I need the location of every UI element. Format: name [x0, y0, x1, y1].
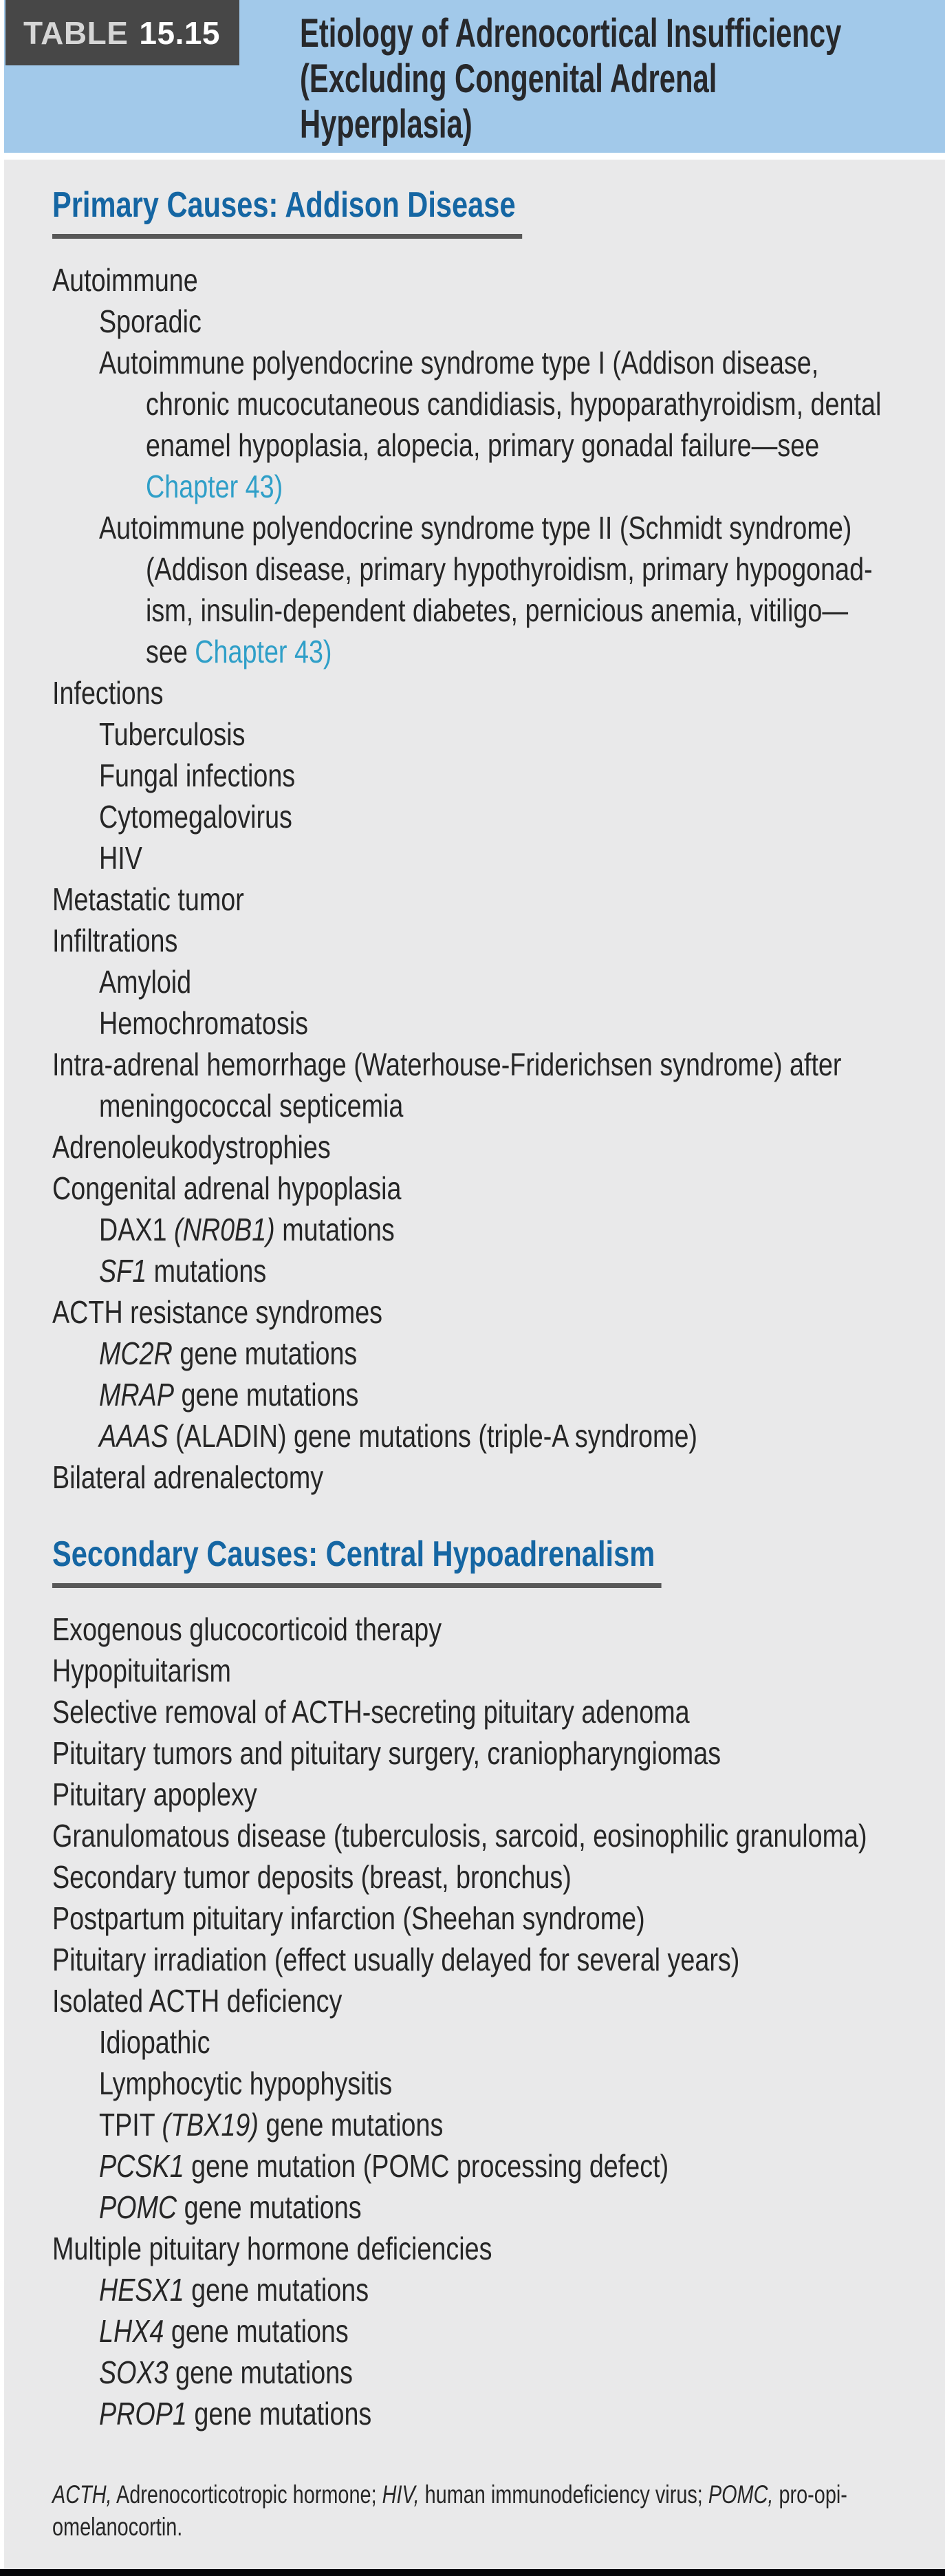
list-item-text	[99, 2269, 369, 2310]
list-item-text	[52, 1291, 382, 1333]
list-item-text	[52, 1980, 342, 2021]
list-item-text	[99, 961, 191, 1002]
text-run: Autoimmune	[52, 262, 198, 298]
text-run: Autoimmune polyendocrine syndrome type II (Schmidt syndrome)	[99, 510, 852, 546]
list-item-text	[52, 1457, 323, 1498]
list-item	[52, 2352, 945, 2393]
list-item-text	[99, 796, 292, 837]
list-item-text	[52, 1732, 721, 1774]
list-item	[52, 2228, 945, 2269]
text-run: gene mutations	[172, 1335, 358, 1371]
list-item	[52, 1939, 945, 1980]
text-run: Isolated ACTH deficiency	[52, 1983, 343, 2019]
list-item	[52, 796, 945, 837]
text-run: Infiltrations	[52, 923, 178, 958]
list-item	[52, 1168, 945, 1209]
text-run: gene mutations	[258, 2107, 444, 2143]
list-item	[52, 2104, 945, 2145]
table-header	[4, 0, 945, 153]
list-item	[52, 1856, 945, 1898]
list-item	[52, 1815, 945, 1856]
gene-name-italic: (TBX19)	[162, 2107, 259, 2143]
list-item	[52, 755, 945, 796]
list-item	[52, 342, 945, 383]
text-run: meningococcal septicemia	[99, 1088, 404, 1124]
list-item-text	[52, 1898, 645, 1939]
list-item	[52, 1374, 945, 1415]
text-run: Hemochromatosis	[99, 1005, 308, 1041]
text-run: gene mutations	[168, 2354, 354, 2390]
list-item-text	[99, 2310, 349, 2352]
text-run: human immunodeficiency virus;	[419, 2480, 708, 2509]
list-item-text	[99, 2021, 210, 2063]
text-run: (ALADIN) gene mutations (triple-A syndrome)	[168, 1418, 698, 1454]
list-item-text	[146, 590, 848, 631]
list-item-text	[52, 1774, 257, 1815]
list-item	[52, 2269, 945, 2310]
list-item	[52, 2511, 945, 2543]
list-item-text	[146, 466, 283, 507]
text-run: Postpartum pituitary infarction (Sheehan syndrome)	[52, 1900, 645, 1936]
text-run: gene mutations	[173, 1377, 359, 1413]
table-title-line: Etiology of Adrenocortical Insufficiency	[300, 11, 842, 56]
text-run: Tuberculosis	[99, 716, 246, 752]
list-item	[52, 631, 945, 672]
text-run: Fungal infections	[99, 758, 296, 793]
list-item	[52, 425, 945, 466]
section-heading-wrap	[52, 184, 766, 239]
list-item	[52, 2021, 945, 2063]
list-item	[52, 2145, 945, 2187]
section-heading: Secondary Causes: Central Hypoadrenalism	[52, 1534, 662, 1588]
gene-name-italic: POMC	[99, 2189, 177, 2225]
section-heading-wrap	[52, 1534, 766, 1588]
text-run: HIV	[99, 840, 142, 876]
list-item	[52, 920, 945, 961]
text-run: Pituitary tumors and pituitary surgery, craniopharyngiomas	[52, 1735, 721, 1771]
list-item-text	[99, 713, 245, 755]
list-item-text	[52, 1650, 231, 1691]
list-item	[52, 1126, 945, 1168]
list-item-text	[99, 2145, 669, 2187]
list-item-text	[52, 1126, 331, 1168]
text-run: Bilateral adrenalectomy	[52, 1459, 324, 1495]
text-run: TPIT	[99, 2107, 162, 2143]
list-item	[52, 1291, 945, 1333]
list-item	[52, 301, 945, 342]
gene-name-italic: POMC,	[708, 2480, 774, 2509]
list-item	[52, 383, 945, 425]
list-item	[52, 590, 945, 631]
list-item	[52, 507, 945, 548]
gene-name-italic: PCSK1	[99, 2148, 184, 2184]
list-item-text	[52, 1609, 442, 1650]
list-item	[52, 713, 945, 755]
list-item	[52, 2063, 945, 2104]
list-item-text	[99, 1002, 308, 1044]
text-run: ism, insulin-dependent diabetes, pernicious anemia, vitiligo—	[146, 592, 849, 628]
text-run: Adrenoleukodystrophies	[52, 1129, 331, 1165]
text-run: Pituitary irradiation (effect usually delayed for several years)	[52, 1942, 740, 1977]
list-item	[52, 1691, 945, 1732]
gene-name-italic: (NR0B1)	[174, 1212, 275, 1247]
list-item	[52, 1898, 945, 1939]
text-run: gene mutations	[186, 2396, 372, 2432]
table-title-line: Hyperplasia)	[300, 102, 472, 147]
gene-name-italic: SOX3	[99, 2354, 169, 2390]
list-item-text	[99, 507, 851, 548]
text-run: Infections	[52, 675, 164, 711]
list-item	[52, 1457, 945, 1498]
list-item	[52, 1980, 945, 2021]
header-body-divider	[0, 153, 945, 160]
list-item	[52, 1650, 945, 1691]
list-item-text	[52, 2478, 847, 2511]
list-item-text	[99, 2104, 443, 2145]
list-item-text	[146, 548, 873, 590]
list-item	[52, 2393, 945, 2434]
text-run: Intra-adrenal hemorrhage (Waterhouse-Friderichsen syndrome) after	[52, 1046, 842, 1082]
sections-container	[52, 184, 945, 2434]
list-item-text	[99, 301, 202, 342]
gene-name-italic: LHX4	[99, 2313, 164, 2349]
list-item-text	[52, 1168, 401, 1209]
list-item-text	[52, 2228, 492, 2269]
gene-name-italic: HESX1	[99, 2272, 184, 2308]
list-item	[52, 1209, 945, 1250]
table-title-line: (Excluding Congenital Adrenal	[300, 56, 717, 101]
text-run: Hypopituitarism	[52, 1653, 231, 1688]
list-item-text	[52, 1856, 572, 1898]
list-item-text	[146, 631, 332, 672]
text-run: Granulomatous disease (tuberculosis, sarcoid, eosinophilic granuloma)	[52, 1818, 867, 1854]
list-item-text	[99, 2063, 392, 2104]
text-run: Idiopathic	[99, 2024, 210, 2060]
text-run: Autoimmune polyendocrine syndrome type I (Addison disease,	[99, 345, 819, 380]
text-run: Congenital adrenal hypoplasia	[52, 1170, 402, 1206]
list-item-text	[146, 383, 881, 425]
list-item	[52, 2478, 945, 2511]
list-item	[52, 259, 945, 301]
table-label-prefix: TABLE	[23, 14, 129, 51]
list-item-text	[99, 837, 142, 879]
text-run: ACTH resistance syndromes	[52, 1294, 383, 1330]
list-item-text	[99, 342, 818, 383]
text-run: gene mutation (POMC processing defect)	[184, 2148, 669, 2184]
text-run: Amyloid	[99, 964, 192, 1000]
list-item-text	[52, 259, 198, 301]
gene-name-italic: MRAP	[99, 1377, 174, 1413]
text-run: chronic mucocutaneous candidiasis, hypoparathyroidism, dental	[146, 386, 882, 422]
list-item-text	[52, 920, 177, 961]
text-run: Adrenocorticotropic hormone;	[111, 2480, 382, 2509]
text-run: mutations	[146, 1253, 267, 1289]
list-item	[52, 1250, 945, 1291]
section-heading: Primary Causes: Addison Disease	[52, 184, 522, 239]
text-run: Cytomegalovirus	[99, 799, 292, 835]
section	[52, 184, 945, 1498]
text-run: Lymphocytic hypophysitis	[99, 2065, 393, 2101]
list-item	[52, 466, 945, 507]
table-body	[4, 160, 945, 2569]
gene-name-italic: AAAS	[99, 1418, 169, 1454]
list-item	[52, 1609, 945, 1650]
text-run: see	[146, 634, 195, 669]
list-item	[52, 1085, 945, 1126]
list-item	[52, 2310, 945, 2352]
list-item-text	[52, 879, 244, 920]
list-item	[52, 1044, 945, 1085]
list-item-text	[99, 2187, 362, 2228]
list-item	[52, 1333, 945, 1374]
list-item-text	[52, 1044, 841, 1085]
list-item	[52, 961, 945, 1002]
list-item	[52, 548, 945, 590]
list-item-text	[99, 755, 295, 796]
text-run: gene mutations	[164, 2313, 349, 2349]
list-item	[52, 1002, 945, 1044]
text-run: gene mutations	[184, 2272, 369, 2308]
list-item-text	[52, 672, 163, 713]
gene-name-italic: ACTH,	[52, 2480, 112, 2509]
text-run: Multiple pituitary hormone deficiencies	[52, 2231, 492, 2266]
section	[52, 1534, 945, 2434]
list-item-text	[99, 2393, 371, 2434]
table-title	[300, 11, 945, 147]
text-run: pro-opi-	[773, 2480, 847, 2509]
list-item-text	[52, 2511, 182, 2543]
list-item	[52, 2187, 945, 2228]
list-item-text	[99, 1085, 403, 1126]
text-run: Exogenous glucocorticoid therapy	[52, 1611, 442, 1647]
chapter-43-link[interactable]: Chapter 43)	[195, 634, 332, 669]
text-run: DAX1	[99, 1212, 175, 1247]
list-item-text	[99, 1250, 266, 1291]
chapter-43-link[interactable]: Chapter 43)	[146, 469, 283, 504]
list-item	[52, 672, 945, 713]
list-item	[52, 1774, 945, 1815]
bottom-bar	[0, 2569, 945, 2576]
list-item	[52, 1732, 945, 1774]
list-item-text	[99, 2352, 353, 2393]
gene-name-italic: HIV,	[382, 2480, 420, 2509]
gene-name-italic: SF1	[99, 1253, 147, 1289]
table-label-box	[6, 0, 239, 65]
text-run: Secondary tumor deposits (breast, bronchus)	[52, 1859, 572, 1895]
list-item-text	[99, 1374, 358, 1415]
text-run: mutations	[274, 1212, 395, 1247]
text-run: omelanocortin.	[52, 2513, 183, 2541]
text-run: (Addison disease, primary hypothyroidism, primary hypogonad-	[146, 551, 873, 587]
text-run: Selective removal of ACTH-secreting pituitary adenoma	[52, 1694, 690, 1730]
gene-name-italic: PROP1	[99, 2396, 187, 2432]
list-item	[52, 1415, 945, 1457]
text-run: Pituitary apoplexy	[52, 1777, 257, 1812]
list-item	[52, 837, 945, 879]
text-run: Sporadic	[99, 303, 202, 339]
table-label-number: 15.15	[139, 14, 221, 51]
list-item-text	[146, 425, 819, 466]
list-item-text	[52, 1939, 739, 1980]
list-item-text	[99, 1209, 395, 1250]
text-run: gene mutations	[177, 2189, 362, 2225]
gene-name-italic: MC2R	[99, 1335, 173, 1371]
list-item-text	[52, 1815, 867, 1856]
list-item	[52, 879, 945, 920]
list-item-text	[52, 1691, 690, 1732]
list-item-text	[99, 1415, 697, 1457]
text-run: Metastatic tumor	[52, 881, 244, 917]
footnote	[52, 2478, 945, 2543]
text-run: enamel hypoplasia, alopecia, primary gonadal failure—see	[146, 427, 820, 463]
list-item-text	[99, 1333, 357, 1374]
